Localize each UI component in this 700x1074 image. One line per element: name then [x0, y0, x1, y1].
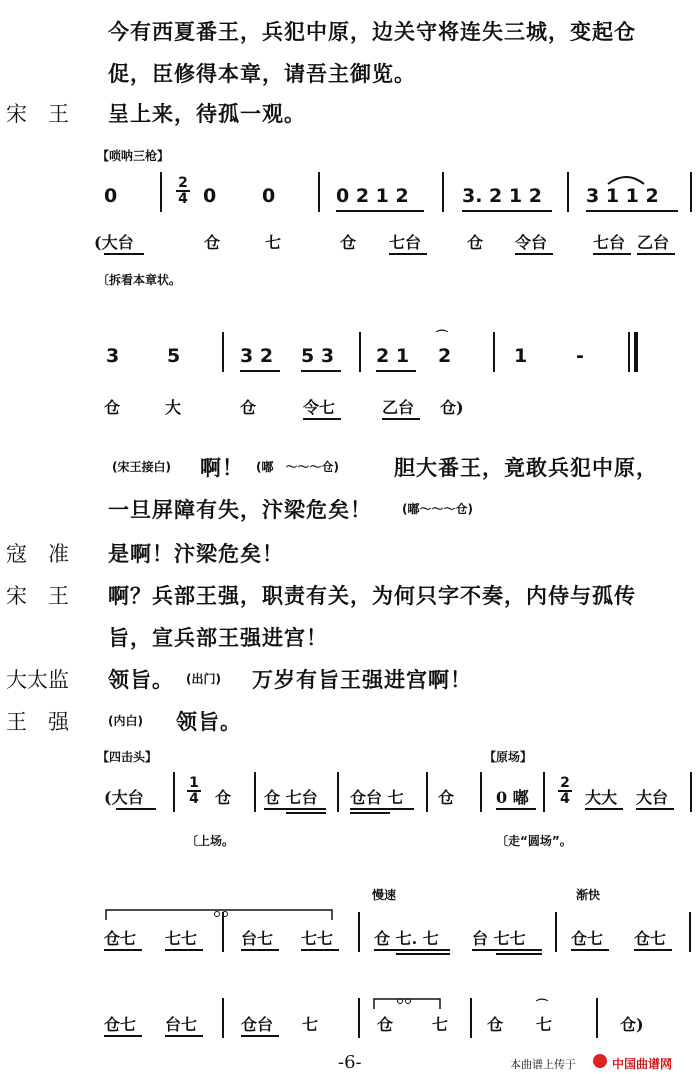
underline — [116, 808, 156, 810]
barline — [689, 912, 691, 952]
barline — [426, 772, 428, 812]
perc: 仓七 — [104, 1015, 137, 1034]
perc: 仓 — [467, 233, 484, 252]
underline — [286, 812, 326, 814]
dialogue-line: 呈上来，待孤一观。 — [108, 101, 306, 126]
underline — [585, 808, 623, 810]
barline — [222, 998, 224, 1038]
underline — [301, 370, 341, 372]
barline — [690, 772, 692, 812]
stage-direction: 〔走“圆场”。 — [496, 834, 572, 848]
aside-note: (宋王接白) — [112, 460, 171, 474]
note-group: 0 2 1 2 — [336, 185, 409, 207]
stage-direction: 〔上场。 — [186, 834, 235, 848]
perc: 仓 — [215, 788, 232, 807]
underline — [104, 253, 144, 255]
upload-note: 本曲谱上传于 — [510, 1058, 576, 1071]
underline — [515, 253, 553, 255]
site-name: 中国曲谱网 — [612, 1057, 673, 1071]
underline — [634, 949, 672, 951]
aside-text: 胆大番王，竟敢兵犯中原， — [394, 455, 658, 480]
final-barline — [628, 332, 630, 372]
note-group: 3. 2 1 2 — [462, 185, 542, 207]
tempo-mark: 慢速 — [372, 888, 397, 902]
note: 5 — [167, 345, 181, 367]
perc: 大 — [165, 398, 182, 417]
perc: 七 — [302, 1015, 319, 1034]
perc: 令七 — [303, 398, 336, 417]
stage-direction: 〔拆看本章状。 — [97, 273, 182, 287]
perc: 0 嘟 — [496, 788, 529, 807]
ts-top: 2 — [178, 175, 188, 191]
underline — [350, 808, 414, 810]
note-group: 3 1 1 2 — [586, 185, 659, 207]
underline — [389, 253, 427, 255]
barline — [222, 912, 224, 952]
perc: 台七 — [165, 1015, 198, 1034]
note: 1 — [514, 345, 528, 367]
barline — [160, 172, 162, 212]
underline — [376, 370, 416, 372]
perc: 仓 — [377, 1015, 394, 1034]
page-number: -6- — [338, 1052, 362, 1073]
barline — [318, 172, 320, 212]
barline — [358, 998, 360, 1038]
role-label: 大太监 — [6, 668, 69, 692]
underline — [301, 949, 339, 951]
note: 0 — [203, 185, 217, 207]
aside-note: (内白) — [108, 714, 143, 728]
perc: (大台 — [104, 788, 144, 807]
perc: 七台 — [593, 233, 626, 252]
underline — [374, 949, 450, 951]
ts-top: 2 — [560, 775, 570, 791]
perc: 七台 — [389, 233, 422, 252]
perc: 令台 — [515, 233, 548, 252]
role-label: 王 强 — [6, 710, 69, 734]
perc: 仓) — [440, 398, 464, 417]
underline — [472, 949, 542, 951]
barline — [358, 912, 360, 952]
underline — [264, 808, 326, 810]
perc: 仓台 — [241, 1015, 274, 1034]
barline — [359, 332, 361, 372]
barline — [254, 772, 256, 812]
underline — [496, 808, 536, 810]
perc: 仓七 — [634, 929, 667, 948]
note: 0 — [262, 185, 276, 207]
tremolo-bracket — [372, 995, 442, 1011]
barline — [596, 998, 598, 1038]
dialogue-line-1: 今有西夏番王，兵犯中原，边关守将连失三城，变起仓 — [108, 19, 636, 44]
perc: 仓七 — [571, 929, 604, 948]
perc: 仓 — [104, 398, 121, 417]
barline — [480, 772, 482, 812]
time-signature — [558, 776, 572, 806]
underline — [165, 949, 203, 951]
dialogue-line: 啊？兵部王强，职责有关，为何只字不奏，内侍与孤传 — [108, 583, 636, 608]
pai-label: 【唢呐三枪】 — [97, 149, 170, 163]
barline — [493, 332, 495, 372]
underline — [350, 812, 390, 814]
dialogue-line: 是啊！汴梁危矣！ — [108, 541, 284, 566]
ts-bottom: 4 — [560, 791, 570, 807]
note: 3 — [106, 345, 120, 367]
fermata: ⌒ — [436, 329, 449, 343]
underline — [382, 418, 420, 420]
note: 0 — [104, 185, 118, 207]
role-label: 宋 王 — [6, 584, 69, 608]
underline — [593, 253, 631, 255]
barline — [690, 172, 692, 212]
perc: 仓 七台 — [264, 788, 318, 807]
barline — [470, 998, 472, 1038]
underline — [241, 1035, 279, 1037]
underline — [241, 949, 279, 951]
aside-text: 一旦屏障有失，汴梁危矣！ — [108, 497, 372, 522]
role-label: 寇 准 — [6, 542, 69, 566]
perc: 大台 — [636, 788, 669, 807]
underline — [240, 370, 280, 372]
final-barline — [634, 332, 638, 372]
perc: 仓 — [240, 398, 257, 417]
note: - — [576, 345, 584, 367]
underline — [104, 949, 142, 951]
fermata: ⌒ — [536, 998, 549, 1012]
perc: 台 七七 — [472, 929, 526, 948]
aside-note: (出门) — [186, 672, 221, 686]
underline — [571, 949, 609, 951]
perc: 仓七 — [104, 929, 137, 948]
underline — [496, 953, 542, 955]
dialogue-line: 万岁有旨王强进宫啊！ — [252, 667, 472, 692]
perc: (大台 — [94, 233, 134, 252]
perc: 七 — [265, 233, 282, 252]
perc: 七七 — [301, 929, 334, 948]
barline — [567, 172, 569, 212]
underline — [336, 210, 424, 212]
perc: 仓 — [204, 233, 221, 252]
pai-label: 【原场】 — [484, 750, 533, 764]
ts-bottom: 4 — [189, 791, 199, 807]
perc: 乙台 — [637, 233, 670, 252]
site-logo-icon — [593, 1054, 607, 1068]
barline — [222, 332, 224, 372]
underline — [303, 418, 341, 420]
perc: 仓) — [620, 1015, 644, 1034]
perc: 大大 — [585, 788, 618, 807]
barline — [555, 912, 557, 952]
tempo-mark: 渐快 — [576, 888, 601, 902]
underline — [586, 210, 678, 212]
note-group: 5 3 — [301, 345, 335, 367]
ts-bottom: 4 — [178, 191, 188, 207]
underline — [396, 953, 450, 955]
barline — [543, 772, 545, 812]
pai-label: 【四击头】 — [97, 750, 158, 764]
perc: 仓 — [487, 1015, 504, 1034]
perc: 七七 — [165, 929, 198, 948]
perc: 仓 — [340, 233, 357, 252]
time-signature — [187, 776, 201, 806]
dialogue-line: 领旨。 — [108, 667, 174, 692]
barline — [173, 772, 175, 812]
dialogue-line-2: 促，臣修得本章，请吾主御览。 — [108, 61, 416, 86]
time-signature — [176, 176, 190, 206]
perc: 台七 — [241, 929, 274, 948]
aside-paren: (嘟 ～～～仓) — [256, 460, 339, 474]
underline — [165, 1035, 203, 1037]
dialogue-line: 领旨。 — [176, 709, 242, 734]
underline — [637, 253, 675, 255]
underline — [104, 1035, 142, 1037]
aside-text: 啊！ — [200, 455, 244, 480]
perc: 七 — [536, 1015, 553, 1034]
perc: 七 — [432, 1015, 449, 1034]
note-group: 2 1 — [376, 345, 410, 367]
slur — [606, 172, 646, 186]
underline — [462, 210, 552, 212]
role-label: 宋 王 — [6, 102, 69, 126]
note-group: 3 2 — [240, 345, 274, 367]
barline — [442, 172, 444, 212]
underline — [636, 808, 674, 810]
tremolo-bracket — [104, 906, 334, 922]
ts-top: 1 — [189, 775, 199, 791]
aside-paren: (嘟～～～仓) — [402, 502, 473, 516]
dialogue-line: 旨，宣兵部王强进宫！ — [108, 625, 328, 650]
barline — [337, 772, 339, 812]
perc: 仓台 七 — [350, 788, 404, 807]
perc: 仓 — [438, 788, 455, 807]
perc: 乙台 — [382, 398, 415, 417]
perc: 仓 七. 七 — [374, 929, 439, 948]
note: 2 — [438, 345, 452, 367]
